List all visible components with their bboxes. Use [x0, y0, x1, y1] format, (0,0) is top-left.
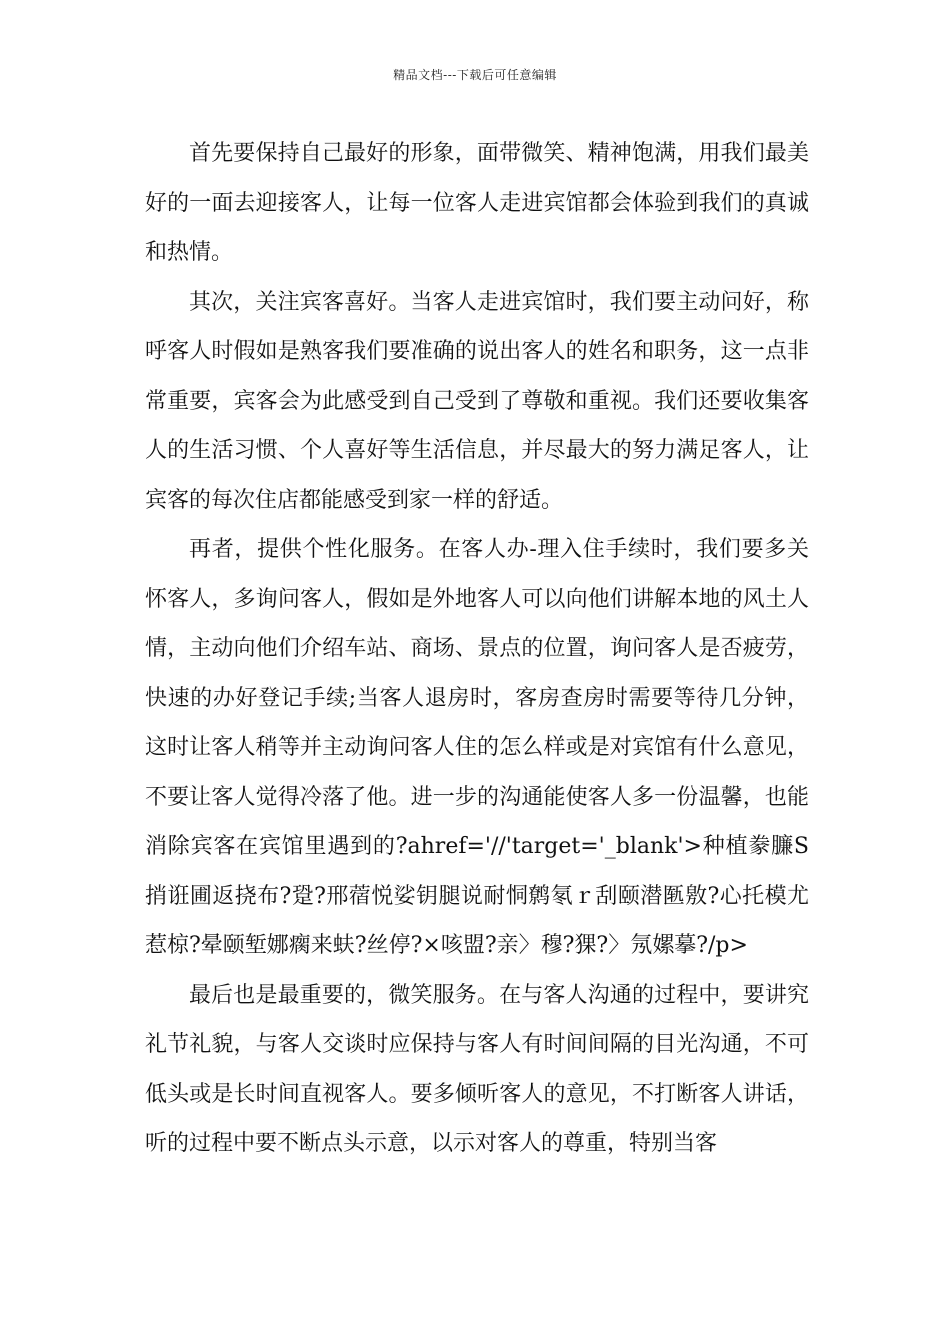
document-body — [145, 129, 809, 1169]
page-header: 精品文档---下载后可任意编辑 — [393, 68, 557, 82]
paragraph-personalized-service: 再者，提供个性化服务。在客人办-理入住手续时，我们要多关怀客人，多询问客人，假如是外地客人可以向他们讲解本地的风土人情，主动向他们介绍车站、商场、景点的位置，询问客人是否疲劳，快速的办好登记手续;当客人退房时，客房查房时需要等待几分钟，这时让客人稍等并主动询问客人住的怎么样或是对宾馆有什么意见，不要让客人觉得冷落了他。进一步的沟通能使客人多一份温馨，也能消除宾客在宾馆里遇到的?ahref='//'target='_blank'>种植豢臁S捎诳圃返挠布?跫?邢蓿悦娑钥腿说耐恫鹩氡ｒ刮颐潜匦敫?心托模尤惹椋?晕颐堑娜瘸来蚨?丝停?×咳盟?亲〉穆?猓?〉氖嫘摹?/p> — [145, 537, 809, 958]
paragraph-image: 首先要保持自己最好的形象，面带微笑、精神饱满，用我们最美好的一面去迎接客人，让每一位客人走进宾馆都会体验到我们的真诚和热情。 — [145, 141, 809, 265]
paragraph-guest-preferences: 其次，关注宾客喜好。当客人走进宾馆时，我们要主动问好，称呼客人时假如是熟客我们要准确的说出客人的姓名和职务，这一点非常重要，宾客会为此感受到自己受到了尊敬和重视。我们还要收集客人的生活习惯、个人喜好等生活信息，并尽最大的努力满足客人，让宾客的每次住店都能感受到家一样的舒适。 — [145, 289, 809, 513]
paragraph-smile-service: 最后也是最重要的，微笑服务。在与客人沟通的过程中，要讲究礼节礼貌，与客人交谈时应保持与客人有时间间隔的目光沟通，不可低头或是长时间直视客人。要多倾听客人的意见，不打断客人讲话，听的过程中要不断点头示意，以示对客人的尊重，特别当客 — [145, 982, 809, 1156]
